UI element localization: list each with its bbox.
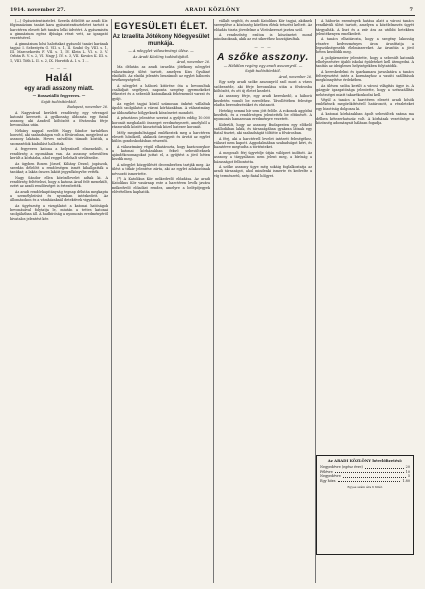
section-headline: EGYESÜLETI ÉLET. (114, 21, 208, 31)
article-paragraph: Az ülésen szóba került a városi világítás ügye is. A gázgyár igazgatósága jelentette, hogy a szénszállítás nehézségei miatt takarékoskodni kell. (316, 84, 414, 97)
leader-dots (335, 470, 404, 473)
price-label: Félévre (320, 469, 333, 474)
article-paragraph: A polgármester jelentette, hogy a sebesült katonák elhelyezésére újabb iskolai épületeket kell átengedni. A tanítás az ideiglenes helyiségekben folytatódik. (316, 55, 414, 69)
article-note: (*) A Katolikus Kör műkedvelő előadása. Az aradi Katolikus Kör vasárnap este a harctéren levők javára műkedvelő előadást rendez, amelyre a belépőjegyek elővételben kaphatók. (112, 177, 210, 194)
leader-dots (365, 465, 404, 468)
article-paragraph: A megcsalt férj ügyvédje útján válópert indított. Az asszony a tárgyaláson nem jelent meg, a bíróság a házasságot felbontotta. (214, 151, 312, 164)
article-paragraph: vállalt segítői, és aradi Katolikus Kör tagjai, akiknek szereplése a közönség körében élénk tetszést keltett. Az előadás tiszta jövedelme a Vöröskereszt javára szól. (214, 19, 312, 32)
column-2 (112, 19, 210, 584)
subscription-box (316, 455, 414, 555)
article-headline: A szőke asszony. (217, 51, 309, 63)
article-paragraph: A katonai kórházakban ápolt sebesültek száma ma délben kétezerhatszáz volt. A kórházak vezetősége a közönség adományait hálásan fogadja. (316, 112, 414, 125)
article-paragraph: Végül a tanács a harctéren elesett aradi hősök emlékének megörökítéséről határozott, a részleteket egy bizottság dolgozza ki. (316, 98, 414, 111)
leader-dots (343, 474, 406, 477)
article-paragraph: Az aradi rendőrkapitányság tegnap délután megkapta a személyleírást és nyomban intézkedett. Az állomásokon és a vámházaknál detektívek vigyáznak. (10, 189, 108, 203)
page-header (10, 6, 415, 16)
article-paragraph: A Nagyvárad kerületi rendőrség egy vérengző katonát keresett. A gyilkosság áldozata egy fiatal asszony, aki Aradról költözött a fővárosba férje bevonulása után. (10, 110, 108, 128)
leader-dots (338, 479, 401, 482)
article-teaser: — Bosszúálló fegyveres. — (32, 94, 86, 99)
article-paragraph: Az asszony férje, egy aradi kereskedő, a háború kezdetén vonult be ezredéhez. Távollétében felesége eladta berendezésüket és elutazott. (214, 94, 312, 107)
article-paragraph: Néhány nappal ezelőtt Nagy Sándor tartalékos honvéd, aki szabadságon volt a fővárosban, megjelent az asszony lakásán. Heves szóváltás támadt köztük, a szomszédok kiabálást hallottak. (10, 128, 108, 146)
price-value: 5 (407, 474, 410, 479)
article-paragraph: Kiderült, hogy az asszony Budapesten egy előkelő szállodában lakik, és társaságában gyakran látnak egy fiatal tisztet, aki szabadságát töltötte a fővárosban. (214, 122, 312, 136)
article-paragraph: (—) Gyászistentisztelet. Szerda délelőtt az aradi Kir. főgimnázium tanári kara gyászistentiszteletet tartott a harctéren elesett két tanára lelki üdvéért. A gyászmisén a gimnázium egész ifjúsága részt vett, az igazgató vezetésével. (10, 19, 108, 40)
column-4 (316, 19, 414, 449)
article-paragraph: A nőegylet közgyűlését decemberben tartják meg. Az ülést a titkár jelentése zárta, aki az egylet adakozóinak névsorát ismertette. (112, 163, 210, 176)
article-paragraph: Nagy Sándor ellen körözőlevelet adtak ki. A rendőrség feltételezi, hogy a katona Arad felé menekült, ezért az aradi rendőrséget is értesítették. (10, 175, 108, 189)
article-paragraph: Egy szép aradi szőke asszonyról szól most a város szóbeszéde, aki férje bevonulása után a fővárosba költözött, és ott új életet kezdett. (214, 80, 312, 93)
page-number: 7 (409, 7, 413, 13)
article-paragraph: A fegyveres katona a helyszínről elmenekült, a rendőrség a nyomában van. Az asszony sebesülten került a kórházba, ahol reggel belehalt sérüléseibe. (10, 147, 108, 160)
article-paragraph: A szőke asszony ügye még sokáig foglalkoztatja az aradi társaságot, ahol mindenki ismerte és kedvelte a víg természetű, szép fiatal hölgyet. (214, 165, 312, 178)
article-subheadline: — Hálátlan regény egy aradi asszonyról. — (223, 63, 303, 68)
article-paragraph: A tanács elhatározta, hogy a szegény lakosság részére kedvezményes áron árusíttatja a legszükségesebb élelmiszereket. Az árusítás a jövő héten kezdődik meg. (316, 37, 414, 55)
article-paragraph: A rendezőség ezúton is köszönetet mond mindazoknak, akik az est sikeréhez hozzájárultak. (214, 33, 312, 42)
article-paragraph: Az ügyészség a vizsgálatot a katonai hatóságok bevonásával folytatja le, miután a tettes katonai szolgálatban áll. A hadbíróság a nyomozás eredményéről hivatalos jelentést kér. (10, 203, 108, 221)
section-divider: — — — (254, 44, 272, 49)
article-paragraph: Az egylet tagjai közül számosan önként vállaltak ápolói szolgálatot a városi kórházakban. A választmány az áldozatkész hölgyeknek köszönetet mondott. (112, 102, 210, 115)
article-byline: Saját tudósítónktól. (41, 99, 77, 104)
article-dateline: Arad, november 26. (176, 60, 210, 65)
price-value: 1.80 (402, 478, 410, 483)
masthead-title: ARADI KÖZLÖNY (184, 7, 241, 13)
article-headline: Halál (45, 73, 73, 85)
article-paragraph: Ma délután az aradi izraelita jótékony nőegylet választmányi ülést tartott, amelyen Kiss Gyuláné elnökölt. Az elnöki jelentés beszámolt az egylet háborús tevékenységéről. (112, 65, 210, 83)
price-label: Egy hóra (320, 478, 336, 483)
article-byline: Saját tudósítónktól. (245, 69, 281, 74)
subscription-note: Egyes szám ára 6 fillér. (347, 485, 383, 490)
article-dateline: Arad, november 26. (278, 75, 312, 80)
article-paragraph: A nőegylet a háború kitörése óta a bevonultak családjait segélyezi, naponta szegény gyermekeket étkeztet és a sebesült katonáknak fehérneműt varrat és gyűjt. (112, 83, 210, 101)
article-paragraph: A választmány végül elhatározta, hogy karácsonykor a katonai kórházakban fekvő sebesülteknek ajándékcsomagokat juttat el, a gyűjtést a jövő héten kezdik meg. (112, 144, 210, 162)
article-paragraph: Az ügyben Rosen József, Kiliány Dezső, jogászok, szerdán délelőtt a rendőrségen ismét kihallgatták a tanúkat; a lakás összes lakóit jegyzőkönyvbe vették. (10, 161, 108, 174)
price-value: 20 (405, 465, 410, 470)
article-paragraph: A férj, aki a harctérről levelet intézett feleségéhez, választ nem kapott. Aggodalmában szabadságot kért, és hazatérve megtudta a történteket. (214, 136, 312, 150)
article-paragraph: A háborús események hatása alatt a városi tanács rendkívüli ülést tartott, amelyen a közélelmezés ügyét tárgyalták. A liszt és a zsír ára az utóbbi hetekben jelentékenyen emelkedett. (316, 19, 414, 36)
article-paragraph: A pénztáros jelentése szerint a gyűjtés eddig 10.000 koronát meghaladó összeget eredményezett, amelyből a rászorulók között kiosztottak közel hatezer koronát. (112, 116, 210, 129)
article-subheadline: egy aradi asszony miatt. (24, 86, 94, 93)
article-paragraph: A kereskedelmi és iparkamara javaslatára a tanács felterjesztést intéz a kormányhoz a vasúti szállítások megkönnyítése érdekében. (316, 69, 414, 83)
article-dateline: Budapest, november 26. (67, 105, 108, 110)
article-subheadline: Az Izraelita Jótékony Nőegyesület munkája. (112, 34, 210, 47)
price-label: Negyedévre (egész évre) (320, 465, 363, 470)
column-1 (10, 19, 108, 584)
section-divider: — — — (50, 65, 68, 70)
subscription-title: Az ARADI KÖZLÖNY bérelőfizetési: (327, 458, 403, 463)
column-3 (214, 19, 312, 584)
price-value: 10 (405, 469, 410, 474)
price-row (320, 479, 410, 483)
article-paragraph: Hetekig semmi hír sem jött felőle. A rokonok aggódni kezdtek, és a rendőrségen jelentették be eltűnését. A nyomozás hamarosan eredményre vezetett. (214, 108, 312, 122)
price-label: Negyedévre (320, 474, 341, 479)
article-paragraph: Mély megindultsággal emlékeztek meg a harctéren elesett hősökről, akiknek özvegyeit és árváit az egylet külön gondoskodásban részesíti. (112, 130, 210, 143)
article-byline: Az Aradi Közlöny tudósítójától. (132, 54, 190, 59)
article-paragraph: A gimnázium hősi halottakat gyászoló tanári karának tagjai: I. Sebestyén G. VII. s. 1, II. Szabó Gy. VIII. s. 1, III. Marcsekovits F. VII. s. 1, IV. Klein L. VI. s. 3. V. Orbán R. V. s. 2, VI. Nagy J. IV. s. 3, VII. Kovács K. III. s. 1, VIII. Tóth L. II. s. 2, IX. Horváth A. I. s. 1 ... (10, 41, 108, 63)
issue-date: 1914. november 27. (10, 7, 66, 13)
section-note: — A nőegylet választmányi ülése. — (128, 49, 194, 53)
